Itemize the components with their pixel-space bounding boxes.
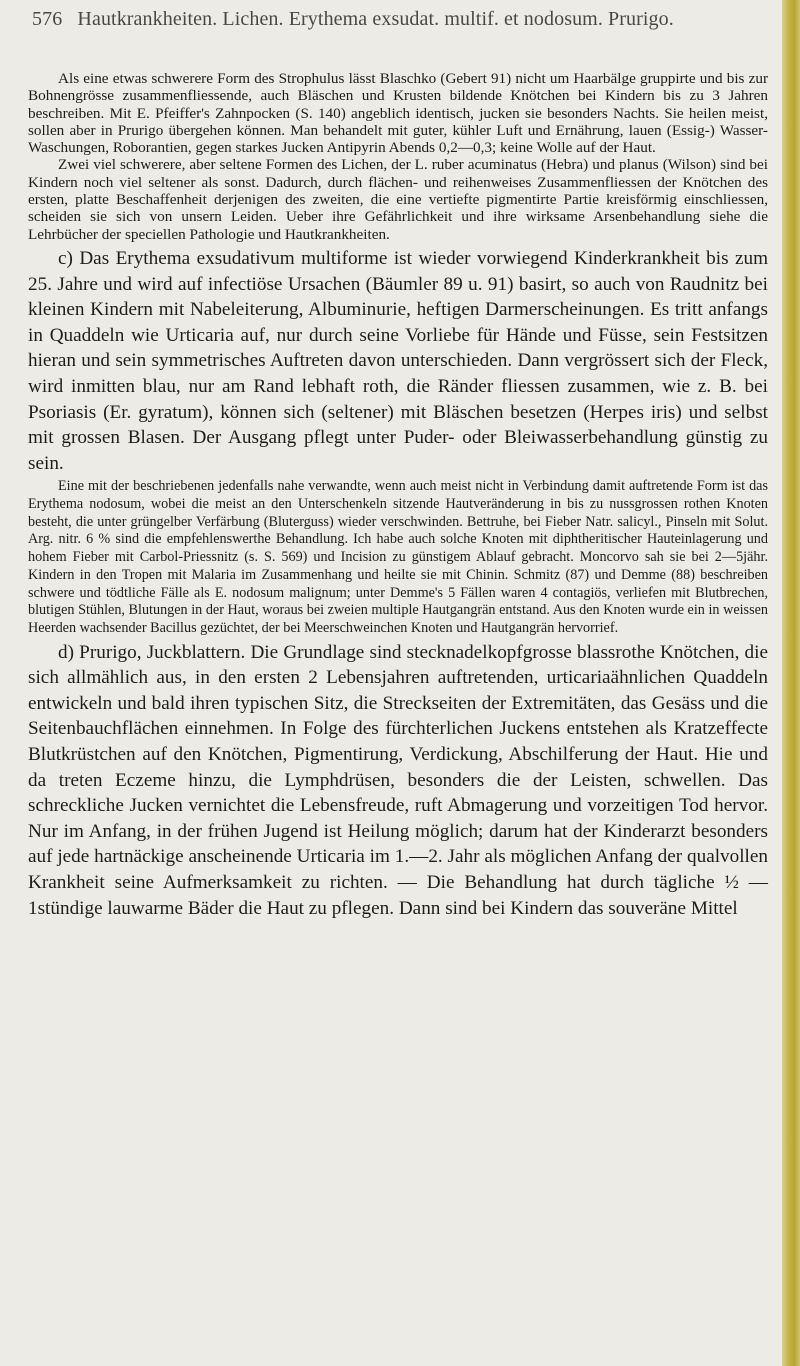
- paragraph-lichen: Zwei viel schwerere, aber seltene Formen des Lichen, der L. ruber acuminatus (Hebra) und planus (Wilson) sind bei Kindern noch viel seltener als sonst. Dadurch, durch flächen- und reihenweises Zusammenfliessen der Knötchen des ersten, platte Beschaffenheit derjenigen des zweiten, die eine vertiefte pigmentirte Partie kreisförmig einschliessen, scheiden sie sich von unsern Leiden. Ueber ihre Gefährlichkeit und ihre wirksame Arsenbehandlung siehe die Lehrbücher der speciellen Pathologie und Hautkrankheiten.: [28, 156, 768, 243]
- page-number: 576: [32, 8, 63, 30]
- running-title: Hautkrankheiten. Lichen. Erythema exsudat. multif. et nodosum. Prurigo.: [77, 8, 674, 30]
- paragraph-strophulus: Als eine etwas schwerere Form des Strophulus lässt Blaschko (Gebert 91) nicht um Haarbälge gruppirte und bis zur Bohnengrösse zusammenfliessende, auch Bläschen und Krusten bildende Knötchen bei Kindern bis zu 3 Jahren beschreiben. Mit E. Pfeiffer's Zahnpocken (S. 140) angeblich identisch, jucken sie besonders Nachts. Sie heilen meist, sollen aber in Prurigo übergehen können. Man behandelt mit guter, kühler Luft und Ernährung, lauen (Essig-) Wasser-Waschungen, Roborantien, gegen starkes Jucken Antipyrin Abends 0,2—0,3; keine Wolle auf der Haut.: [28, 70, 768, 157]
- paragraph-erythema-nodosum: Eine mit der beschriebenen jedenfalls nahe verwandte, wenn auch meist nicht in Verbindung damit auftretende Form ist das Erythema nodosum, wobei die meist an den Unterschenkeln sitzende Hautveränderung in bis zu nussgrossen rothen Knoten besteht, die unter grüngelber Verfärbung (Bluterguss) wieder verschwinden. Bettruhe, bei Fieber Natr. salicyl., Pinseln mit Solut. Arg. nitr. 6 % sind die empfehlenswerthe Behandlung. Ich habe auch solche Knoten mit diphtheritischer Hauteinlagerung und hohem Fieber mit Carbol-Priessnitz (s. S. 569) und Incision zu günstigem Ablauf gebracht. Moncorvo sah sie bei 2—5jähr. Kindern in den Tropen mit Malaria im Zusammenhang und heilte sie mit Chinin. Schmitz (87) und Demme (88) beschreiben schwere und tödtliche Fälle als E. nodosum malignum; unter Demme's 5 Fällen waren 4 contagiös, verliefen mit Blutbrechen, blutigen Stühlen, Blutungen in der Haut, woraus bei zweien multiple Hautgangrän entstand. Aus den Knoten wurde ein in weissen Heerden wachsender Bacillus gezüchtet, der bei Meerschweinchen Knoten und Hautgangrän hervorrief.: [28, 478, 768, 636]
- running-header: [32, 8, 762, 31]
- body-text: [28, 70, 768, 921]
- paragraph-erythema-multiforme: c) Das Erythema exsudativum multiforme ist wieder vorwiegend Kinderkrankheit bis zum 25. Jahre und wird auf infectiöse Ursachen (Bäumler 89 u. 91) basirt, so auch von Raudnitz bei kleinen Kindern mit Nabeleiterung, Albuminurie, heftigen Darmerscheinungen. Es tritt anfangs in Quaddeln wie Urticaria auf, nur durch seine Vorliebe für Hände und Füsse, sein Festsitzen hieran und sein symmetrisches Auftreten davon unterschieden. Dann vergrössert sich der Fleck, wird inmitten blau, nur am Rand lebhaft roth, die Ränder fliessen zusammen, wie z. B. bei Psoriasis (Er. gyratum), können sich (seltener) mit Bläschen besetzen (Herpes iris) und selbst mit grossen Blasen. Der Ausgang pflegt unter Puder- oder Bleiwasserbehandlung günstig zu sein.: [28, 247, 768, 474]
- page-edge: [782, 0, 800, 1366]
- paragraph-prurigo: d) Prurigo, Juckblattern. Die Grundlage sind stecknadelkopfgrosse blassrothe Knötchen, die sich allmählich aus, in den ersten 2 Lebensjahren auftretenden, urticariaähnlichen Quaddeln entwickeln und bald ihren typischen Sitz, die Streckseiten der Extremitäten, das Gesäss und die Seitenbauchflächen einnehmen. In Folge des fürchterlichen Juckens entstehen als Kratzeffecte Blutkrüstchen auf den Knötchen, Pigmentirung, Verdickung, Abschilferung der Haut. Hie und da treten Eczeme hinzu, die Lymphdrüsen, besonders die der Leisten, schwellen. Das schreckliche Jucken vernichtet die Lebensfreude, ruft Abmagerung und vorzeitigen Tod hervor. Nur im Anfang, in der frühen Jugend ist Heilung möglich; darum hat der Kinderarzt besonders auf jede hartnäckige anscheinende Urticaria im 1.—2. Jahr als möglichen Anfang der qualvollen Krankheit seine Aufmerksamkeit zu richten. — Die Behandlung hat durch tägliche ½ — 1stündige lauwarme Bäder die Haut zu pflegen. Dann sind bei Kindern das souveräne Mittel: [28, 641, 768, 919]
